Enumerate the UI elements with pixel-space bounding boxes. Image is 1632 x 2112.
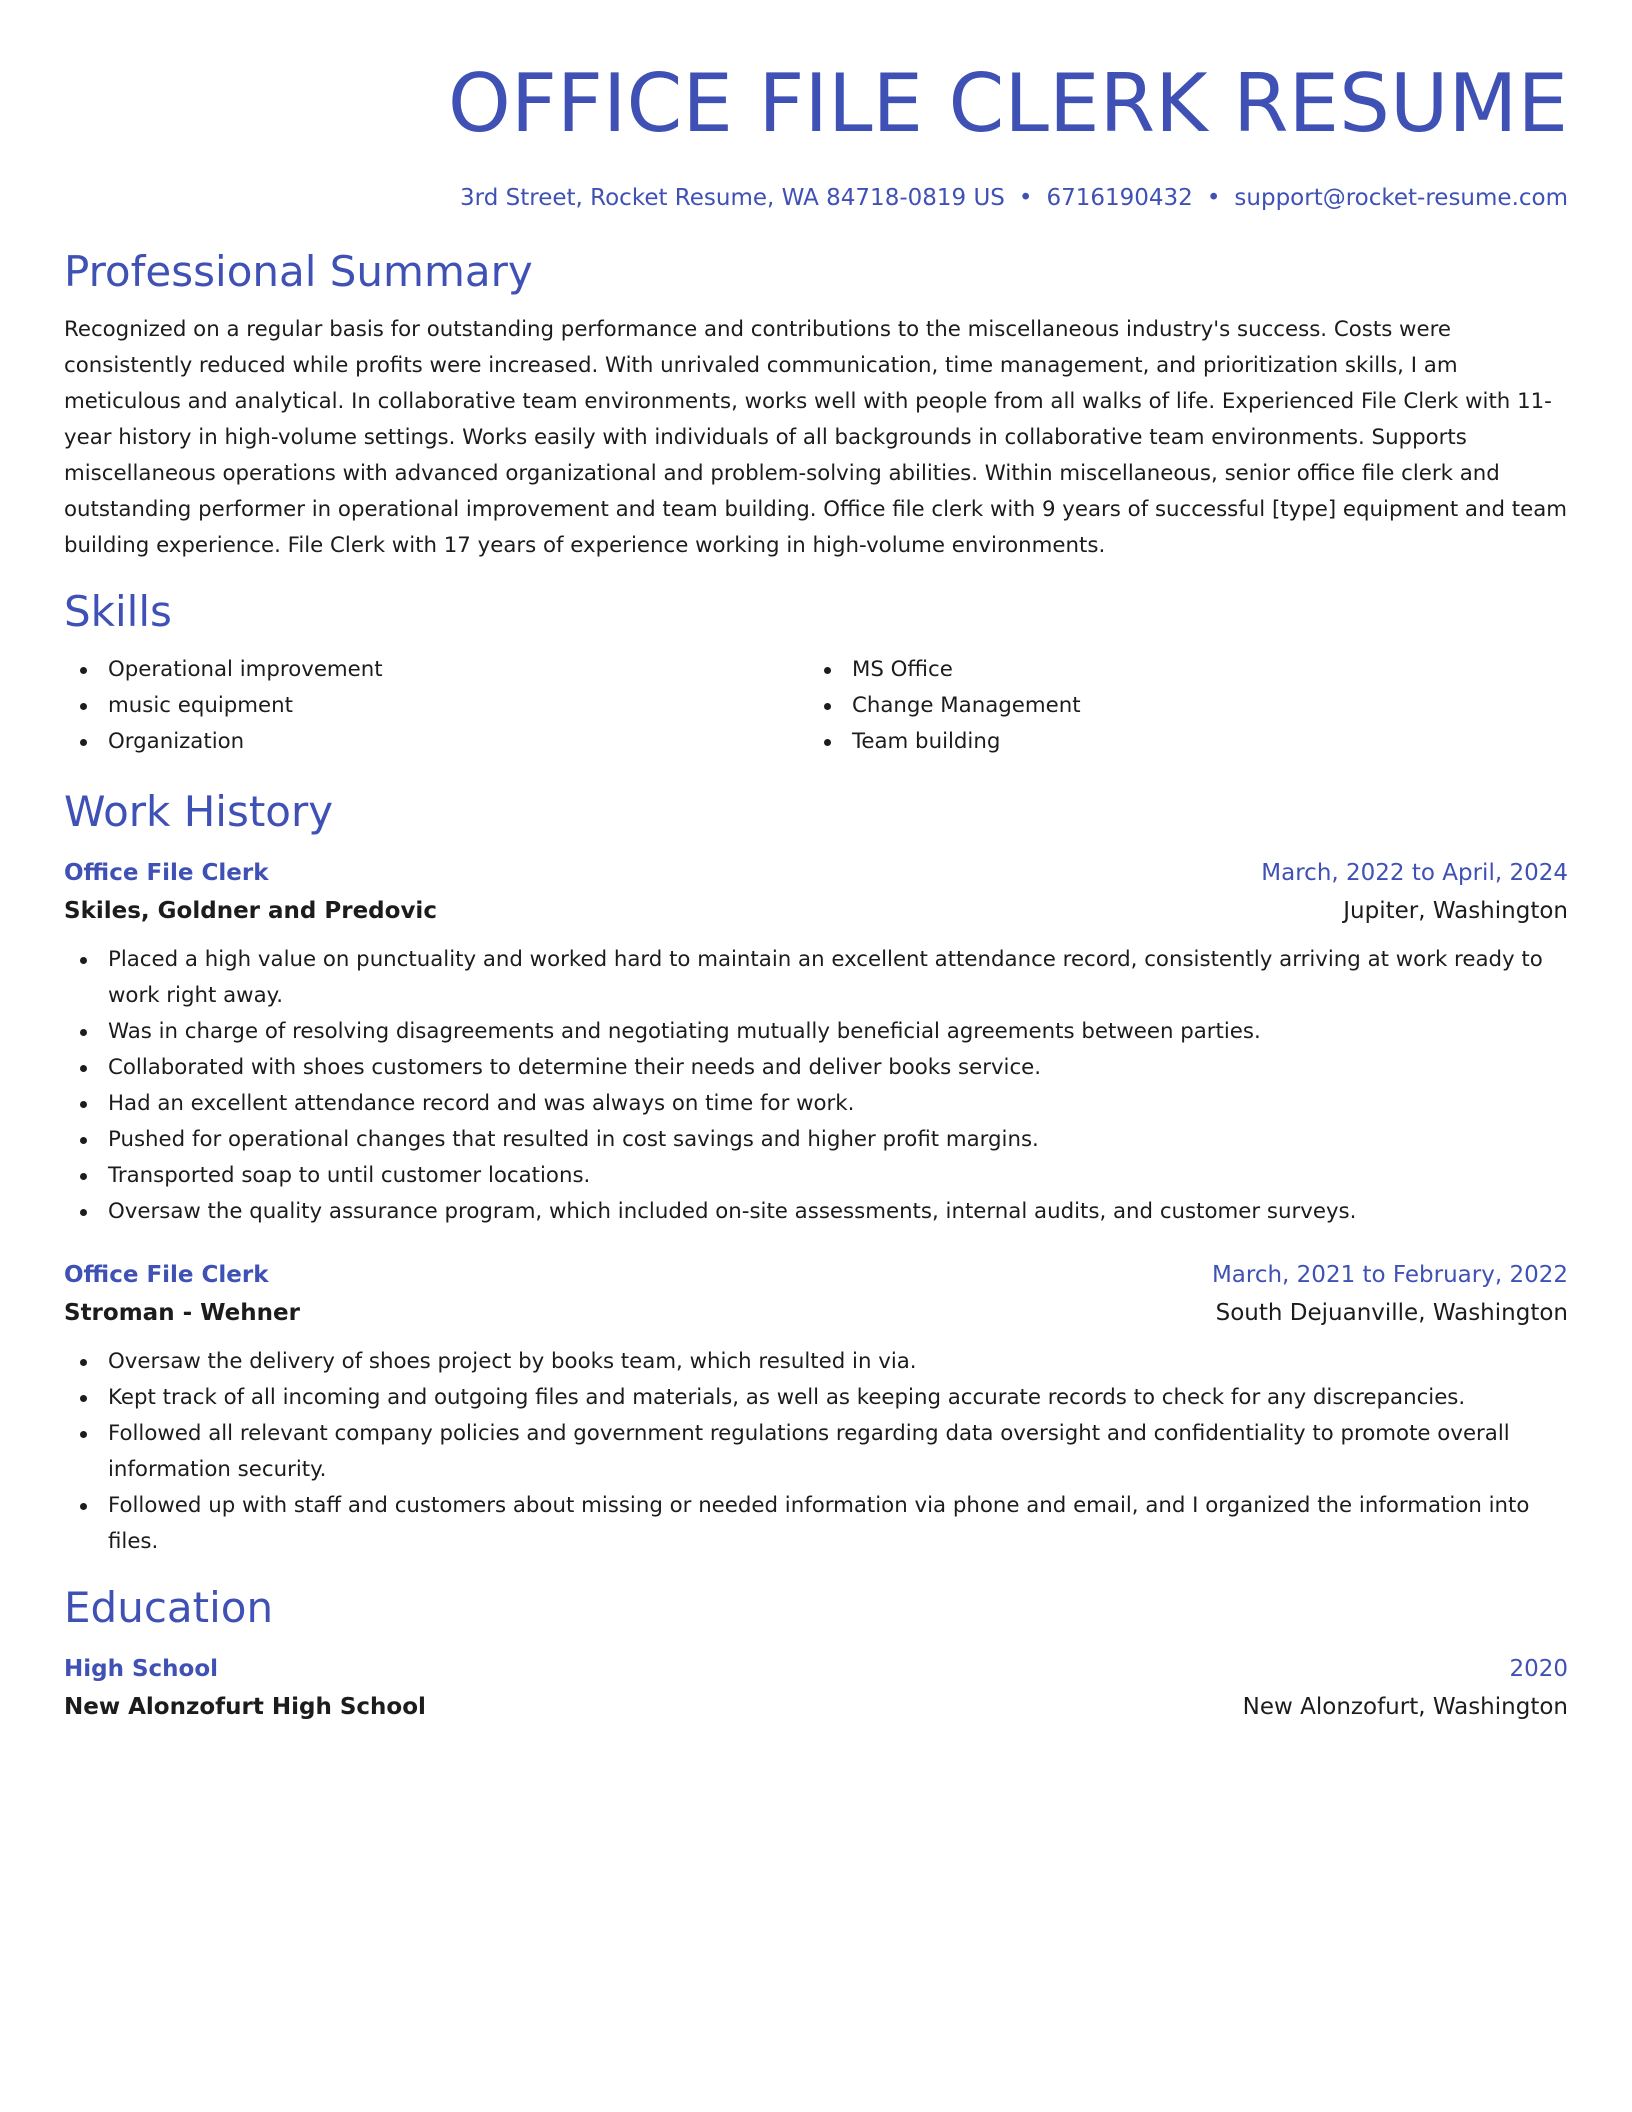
- school-location: New Alonzofurt, Washington: [1242, 1694, 1568, 1720]
- school-name: New Alonzofurt High School: [64, 1694, 426, 1720]
- job-bullet: Followed all relevant company policies and government regulations regarding data oversight and confidentiality to promote overall information security.: [64, 1416, 1568, 1488]
- job-bullet: Was in charge of resolving disagreements and negotiating mutually beneficial agreements between parties.: [64, 1014, 1568, 1050]
- section-title-work-history: Work History: [64, 787, 334, 836]
- job-bullet: Oversaw the quality assurance program, which included on-site assessments, internal audits, and customer surveys.: [64, 1194, 1568, 1230]
- skills-grid: [64, 652, 1568, 760]
- job-location: Jupiter, Washington: [1343, 898, 1568, 924]
- job-bullet: Transported soap to until customer locations.: [64, 1158, 1568, 1194]
- address: 3rd Street, Rocket Resume, WA 84718-0819 US: [460, 185, 1005, 211]
- skills-list-left: [64, 652, 808, 760]
- employer-row: [64, 1294, 1568, 1332]
- job-header-row: [64, 854, 1568, 892]
- summary-text: Recognized on a regular basis for outstanding performance and contributions to the miscellaneous industry's success. Costs were consistently reduced while profits were increased. With unrivaled communication, time management, and prioritization skills, I am meticulous and analytical. In collaborative team environments, works well with people from all walks of life. Experienced File Clerk with 11-year history in high-volume settings. Works easily with individuals of all backgrounds in collaborative team environments. Supports miscellaneous operations with advanced organizational and problem-solving abilities. Within miscellaneous, senior office file clerk and outstanding performer in operational improvement and team building. Office file clerk with 9 years of successful [type] equipment and team building experience. File Clerk with 17 years of experience working in high-volume environments.: [64, 317, 1568, 558]
- skill-item: MS Office: [808, 652, 1552, 688]
- job-bullet: Collaborated with shoes customers to determine their needs and deliver books service.: [64, 1050, 1568, 1086]
- job-dates: March, 2021 to February, 2022: [1211, 1262, 1568, 1288]
- job-bullet: Had an excellent attendance record and was always on time for work.: [64, 1086, 1568, 1122]
- job-bullet: Kept track of all incoming and outgoing files and materials, as well as keeping accurate records to check for any discrepancies.: [64, 1380, 1568, 1416]
- job-entry: [64, 854, 1568, 1230]
- job-location: South Dejuanville, Washington: [1215, 1300, 1568, 1326]
- skill-item: Change Management: [808, 688, 1552, 724]
- job-dates: March, 2022 to April, 2024: [1261, 860, 1568, 886]
- employer-row: [64, 892, 1568, 930]
- section-title-professional-summary: Professional Summary: [64, 247, 533, 296]
- section-title-education: Education: [64, 1583, 274, 1632]
- skill-item: Team building: [808, 724, 1552, 760]
- contact-line: [64, 182, 1568, 214]
- job-bullet: Followed up with staff and customers about missing or needed information via phone and email, and I organized the information into files.: [64, 1488, 1568, 1560]
- education-header-row: [64, 1650, 1568, 1688]
- job-title: Office File Clerk: [64, 1262, 269, 1288]
- job-bullet: Pushed for operational changes that resulted in cost savings and higher profit margins.: [64, 1122, 1568, 1158]
- job-title: Office File Clerk: [64, 860, 269, 886]
- job-bullets: [64, 1344, 1568, 1560]
- resume-page: [64, 48, 1568, 1726]
- skill-item: Organization: [64, 724, 808, 760]
- separator-dot: •: [1018, 185, 1033, 211]
- job-bullets: [64, 942, 1568, 1230]
- employer-name: Stroman - Wehner: [64, 1300, 300, 1326]
- employer-name: Skiles, Goldner and Predovic: [64, 898, 437, 924]
- section-title-skills: Skills: [64, 587, 172, 636]
- education-entry: [64, 1650, 1568, 1726]
- email-link[interactable]: support@rocket-resume.com: [1234, 185, 1568, 211]
- resume-title: OFFICE FILE CLERK RESUME: [447, 57, 1568, 150]
- skills-list-right: [808, 652, 1552, 760]
- skill-item: music equipment: [64, 688, 808, 724]
- job-header-row: [64, 1256, 1568, 1294]
- job-bullet: Oversaw the delivery of shoes project by books team, which resulted in via.: [64, 1344, 1568, 1380]
- job-entry: [64, 1256, 1568, 1560]
- separator-dot: •: [1206, 185, 1221, 211]
- skill-item: Operational improvement: [64, 652, 808, 688]
- job-bullet: Placed a high value on punctuality and worked hard to maintain an excellent attendance record, consistently arriving at work ready to work right away.: [64, 942, 1568, 1014]
- phone: 6716190432: [1046, 185, 1193, 211]
- graduation-year: 2020: [1509, 1656, 1568, 1682]
- school-row: [64, 1688, 1568, 1726]
- degree: High School: [64, 1656, 219, 1682]
